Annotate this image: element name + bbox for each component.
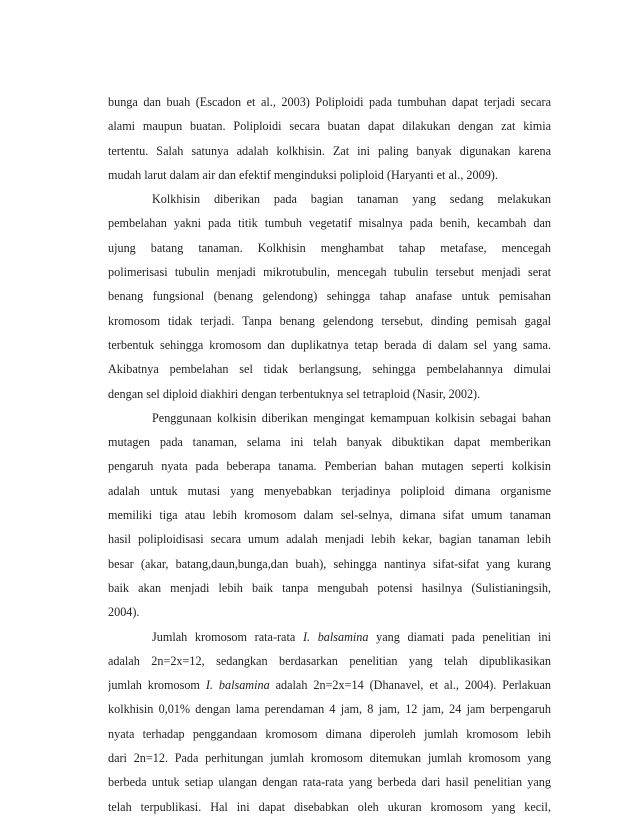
text-line: benang fungsional (benang gelendong) sehingga tahap anafase untuk pemisahan <box>108 289 551 304</box>
text-line: kromosom tidak terjadi. Tanpa benang gelendong tersebut, dinding pemisah gagal <box>108 313 551 328</box>
text-line: kolkhisin 0,01% dengan lama perendaman 4 jam, 8 jam, 12 jam, 24 jam berpengaruh <box>108 702 551 717</box>
text-line: jumlah kromosom I. balsamina adalah 2n=2x=14 (Dhanavel, et al., 2004). Perlakuan <box>108 678 551 693</box>
text-line: bunga dan buah (Escadon et al., 2003) Poliploidi pada tumbuhan dapat terjadi secara <box>108 95 551 109</box>
text-line: pembelahan yakni pada titik tumbuh vegetatif misalnya pada benih, kecambah dan <box>108 216 551 231</box>
text-line: baik akan menjadi lebih baik tanpa mengubah potensi hasilnya (Sulistianingsih, <box>108 580 551 595</box>
text-line: adalah untuk mutasi yang menyebabkan terjadinya poliploid dimana organisme <box>108 483 551 498</box>
text-line: ujung batang tanaman. Kolkhisin menghambat tahap metafase, mencegah <box>108 240 551 255</box>
text-line: memiliki tiga atau lebih kromosom dalam sel-selnya, dimana sifat umum tanaman <box>108 508 551 523</box>
text-line: dengan sel diploid diakhiri dengan terbentuknya sel tetraploid (Nasir, 2002). <box>108 386 481 401</box>
text-line: terbentuk sehingga kromosom dan duplikatnya tetap berada di dalam sel yang sama. <box>108 337 551 352</box>
text-line: besar (akar, batang,daun,bunga,dan buah), sehingga nantinya sifat-sifat yang kurang <box>108 556 551 571</box>
species-name: I. balsamina <box>205 678 270 693</box>
text-line: telah terpublikasi. Hal ini dapat disebabkan oleh ukuran kromosom yang kecil, <box>108 799 551 814</box>
text-line: pengaruh nyata pada beberapa tanama. Pemberian bahan mutagen seperti kolkisin <box>108 459 551 474</box>
text-line: tertentu. Salah satunya adalah kolkhisin. Zat ini paling banyak digunakan karena <box>108 143 551 158</box>
text-line: polimerisasi tubulin menjadi mikrotubulin, mencegah tubulin tersebut menjadi serat <box>108 265 551 280</box>
text-line: alami maupun buatan. Poliploidi secara buatan dapat dilakukan dengan zat kimia <box>108 119 551 134</box>
text-line: berbeda untuk setiap ulangan dengan rata-rata yang berbeda dari hasil penelitian yang <box>108 775 551 790</box>
text-line: Akibatnya pembelahan sel tidak berlangsung, sehingga pembelahannya dimulai <box>108 362 551 377</box>
text-line: adalah 2n=2x=12, sedangkan berdasarkan penelitian yang telah dipublikasikan <box>108 653 551 668</box>
text-line: dari 2n=12. Pada perhitungan jumlah kromosom ditemukan jumlah kromosom yang <box>108 751 551 766</box>
text-line: Kolkhisin diberikan pada bagian tanaman yang sedang melakukan <box>152 192 551 207</box>
text-line: Penggunaan kolkisin diberikan mengingat kemampuan kolkisin sebagai bahan <box>152 410 551 425</box>
text-line: nyata terhadap penggandaan kromosom dimana diperoleh jumlah kromosom lebih <box>108 726 551 741</box>
species-name: I. balsamina <box>302 629 369 644</box>
text-line: mudah larut dalam air dan efektif menginduksi poliploid (Haryanti et al., 2009). <box>108 167 498 182</box>
text-line: 2004). <box>108 605 140 620</box>
text-line: hasil poliploidisasi secara umum adalah menjadi lebih kekar, bagian tanaman lebih <box>108 532 551 547</box>
text-line: Jumlah kromosom rata-rata I. balsamina yang diamati pada penelitian ini <box>152 629 551 644</box>
body-text <box>108 90 551 819</box>
text-line: mutagen pada tanaman, selama ini telah banyak dibuktikan dapat memberikan <box>108 435 551 450</box>
